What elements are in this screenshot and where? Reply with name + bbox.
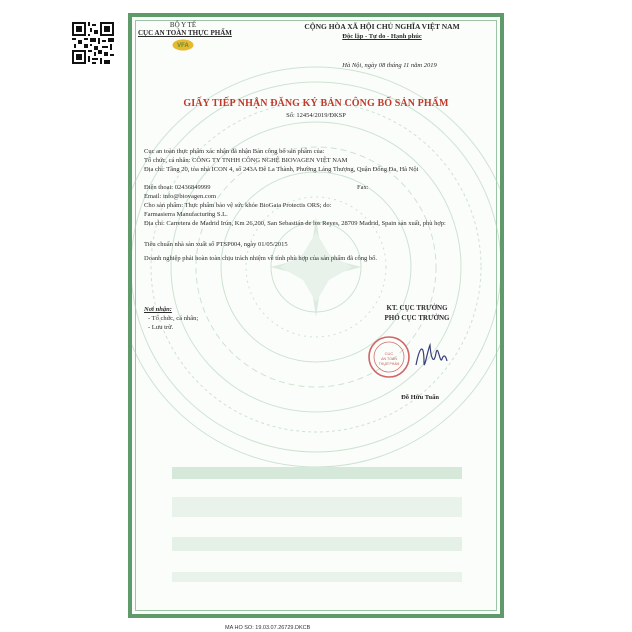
qr-code (72, 22, 114, 64)
republic-header: CỘNG HÒA XÃ HỘI CHỦ NGHĨA VIỆT NAM (304, 22, 460, 31)
dossier-code: MA HO SO: 19.03.07.26729.DKCB (225, 625, 311, 631)
recipient-item: - Lưu trữ. (148, 324, 174, 331)
manufacturer-text: Farmasierra Manufacturing S.L. (144, 211, 228, 218)
signer-name: Đỗ Hữu Tuấn (401, 394, 439, 401)
address-text: Địa chỉ: Tầng 20, tòa nhà ICON 4, số 243A Đê La Thành, Phường Láng Thượng, Quận Đống Đa, Hà Nội (144, 166, 419, 173)
signer-title-1: KT. CỤC TRƯỞNG (386, 304, 448, 312)
svg-text:THỰC PHẨM: THỰC PHẨM (378, 362, 400, 366)
svg-text:VFA: VFA (177, 43, 189, 50)
manufacturer-address-text: Địa chỉ: Carretera de Madrid Irún, Km 26,200, San Sebastián de los Reyes, 28709 Madrid, Spain sản xuất, phù hợp: (144, 220, 446, 227)
agency-name: CỤC AN TOÀN THỰC PHẨM (138, 29, 232, 37)
vfa-logo-icon (172, 39, 194, 51)
organization-text: Tổ chức, cá nhân: CÔNG TY TNHH CÔNG NGHỆ BIOVAGEN VIỆT NAM (144, 157, 348, 164)
email-text: Email: info@biovagen.com (144, 193, 217, 200)
motto: Độc lập - Tự do - Hạnh phúc (342, 33, 422, 40)
ministry-name: BỘ Y TẾ (169, 21, 197, 29)
recipient-item: - Tổ chức, cá nhân; (148, 315, 199, 322)
svg-text:CỤC: CỤC (384, 351, 394, 356)
handwritten-signature-icon (412, 335, 450, 379)
recipients-heading: Nơi nhận: (144, 306, 172, 313)
official-stamp-icon (367, 335, 411, 379)
signer-title-2: PHÓ CỤC TRƯỞNG (384, 314, 450, 322)
dateline: Hà Nội, ngày 08 tháng 11 năm 2019 (342, 62, 437, 69)
document-title: GIẤY TIẾP NHẬN ĐĂNG KÝ BẢN CÔNG BỐ SẢN PHẨM (183, 98, 449, 109)
intro-text: Cục an toàn thực phẩm xác nhận đã nhận Bản công bố sản phẩm của: (144, 148, 325, 155)
standard-text: Tiêu chuẩn nhà sản xuất số PTSP004, ngày 01/05/2015 (144, 241, 288, 248)
phone-text: Điện thoại: 02436849999 (144, 184, 211, 191)
fax-text: Fax: (357, 184, 369, 191)
document-number: Số: 12454/2019/ĐKSP (286, 112, 346, 119)
responsibility-text: Doanh nghiệp phải hoàn toàn chịu trách nhiệm về tính phù hợp của sản phẩm đã công bố. (144, 255, 378, 262)
svg-text:AN TOÀN: AN TOÀN (381, 357, 397, 361)
product-text: Cho sản phẩm: Thực phẩm bảo vệ sức khỏe BioGaia Protectis ORS; do: (144, 202, 332, 209)
certificate-frame (128, 13, 504, 618)
qr-code-icon (72, 22, 114, 64)
ministry-block (138, 21, 232, 37)
